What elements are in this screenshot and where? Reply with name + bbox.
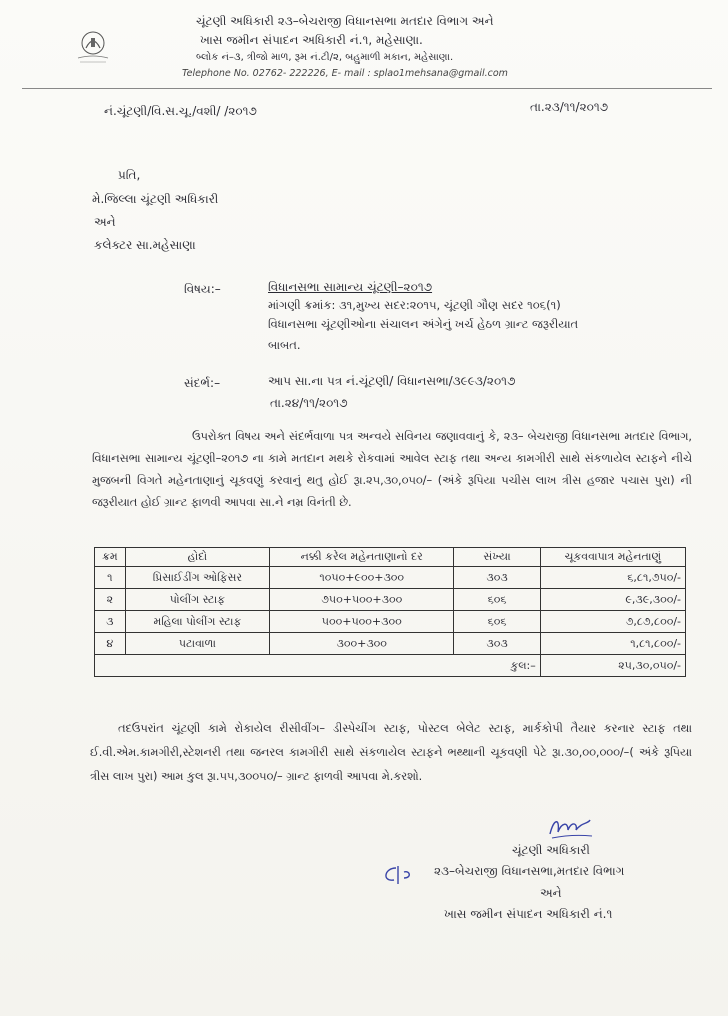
addressee-line-3: અને: [94, 215, 116, 229]
table-row: [95, 633, 686, 655]
signatory-title: ચૂંટણી અધિકારી: [512, 843, 590, 857]
body-paragraph-2: [90, 717, 692, 789]
subject-line-1: વિધાનસભા સામાન્ય ચૂંટણી–૨૦૧૭: [268, 280, 433, 294]
subject-label: વિષય:–: [184, 282, 221, 296]
signatory-line-4: ખાસ જમીન સંપાદન અધિકારી નં.૧: [444, 907, 613, 921]
table-cell: ૧,૮૧,૮૦૦/-: [540, 633, 685, 655]
remuneration-table: [94, 547, 686, 677]
table-cell: પટાવાળા: [125, 633, 269, 655]
table-header-cell: હોદો: [125, 548, 269, 567]
header-line-1: ચૂંટણી અધિકારી ૨૩–બેચરાજી વિધાનસભા મતદાર વિભાગ અને: [196, 14, 494, 28]
table-cell: ૯,૩૯,૩૦૦/-: [540, 589, 685, 611]
header-line-2: ખાસ જમીન સંપાદન અધિકારી નં.૧, મહેસાણા.: [200, 33, 423, 47]
table-total-value: ૨૫,૩૦,૦૫૦/-: [540, 655, 685, 677]
table-cell: ૬,૮૧,૭૫૦/-: [540, 567, 685, 589]
addressee-line-2: મે.જિલ્લા ચૂંટણી અધિકારી: [92, 192, 219, 206]
table-cell: ૫૦૦+૫૦૦+૩૦૦: [270, 611, 454, 633]
table-header-cell: નક્કી કરેલ મહેનતાણાનો દર: [270, 548, 454, 567]
signatory-line-2: ૨૩–બેચરાજી વિધાનસભા,મતદાર વિભાગ: [434, 864, 625, 878]
table-cell: ૬૦૬: [454, 589, 540, 611]
table-row: [95, 611, 686, 633]
table-cell: ૧૦૫૦+૯૦૦+૩૦૦: [270, 567, 454, 589]
body-paragraph-1-text: ઉપરોક્ત વિષય અને સંદર્ભવાળા પત્ર અન્વયે સવિનય જણાવવાનું કે, ૨૩– બેચરાજી વિધાનસભા મતદાર વિભાગ, વિધાનસભા સામાન્ય ચૂંટણી–૨૦૧૭ ના કામે મતદાન મથકે રોકવામાં આવેલ સ્ટાફ તથા અન્ય કામગીરી સાથે સંકળાયેલ સ્ટાફને નીચે મુજબની વિગતે મહેનતાણાનું ચૂકવણું કરવાનું થતુ હોઈ રૂા.૨૫,૩૦,૦૫૦/– (અંકે રૂપિયા પચીસ લાખ ત્રીસ હજાર પચાસ પુરા) ની જરૂરીયાત હોઈ ગ્રાન્ટ ફાળવી આપવા સા.ને નમ્ર વિનંતી છે.: [92, 430, 692, 509]
table-header-cell: સંખ્યા: [454, 548, 540, 567]
table-cell: ૩૦૩: [454, 567, 540, 589]
table-header-cell: ક્રમ: [95, 548, 126, 567]
reference-label: સંદર્ભ:–: [184, 376, 221, 390]
body-paragraph-2-text: તદઉપરાંત ચૂંટણી કામે રોકાયેલ રીસીવીંગ– ડીસ્પેચીંગ સ્ટાફ, પોસ્ટલ બેલેટ સ્ટાફ, માર્કકોપી તૈયાર કરનાર સ્ટાફ તથા ઈ.વી.એમ.કામગીરી,સ્ટેશનરી તથા જનરલ કામગીરી સાથે સંકળાયેલ સ્ટાફને ભથ્થાની ચૂકવણી પેટે રૂા.૩૦,૦૦,૦૦૦/–( અંકે રૂપિયા ત્રીસ લાખ પુરા) આમ કુલ રૂા.૫૫,૩૦૦૫૦/– ગ્રાન્ટ ફાળવી આપવા મે.કરશો.: [90, 722, 692, 783]
header-divider: [22, 88, 712, 89]
addressee-line-4: કલેક્ટર સા.મહેસાણા: [94, 238, 196, 252]
table-cell: ૪: [95, 633, 126, 655]
table-cell: ૩૦૦+૩૦૦: [270, 633, 454, 655]
emblem-logo-icon: [70, 28, 116, 68]
letter-date: તા.૨૩/૧૧/૨૦૧૭: [530, 100, 609, 114]
body-paragraph-1: [92, 426, 692, 514]
table-total-row: [95, 655, 686, 677]
reference-line-1: આપ સા.ના પત્ર નં.ચૂંટણી/ વિધાનસભા/૩૯૯૩/૨૦૧૭: [268, 374, 516, 388]
table-cell: ૩૦૩: [454, 633, 540, 655]
signature-scribble-icon: [546, 812, 596, 842]
addressee-line-1: પ્રતિ,: [118, 168, 141, 182]
table-cell: ૭,૮૭,૮૦૦/-: [540, 611, 685, 633]
table-total-label: કુલ:–: [95, 655, 541, 677]
subject-line-4: બાબત.: [268, 338, 301, 352]
header-address: બ્લોક નં–૩, ત્રીજો માળ, રૂમ નં.ટી/૨, બહુમાળી મકાન, મહેસાણા.: [196, 52, 454, 63]
table-cell: ૨: [95, 589, 126, 611]
table-row: [95, 589, 686, 611]
table-header-cell: ચૂકવવાપાત્ર મહેનતાણું: [540, 548, 685, 567]
table-cell: ૩: [95, 611, 126, 633]
table-cell: મહિલા પોલીંગ સ્ટાફ: [125, 611, 269, 633]
subject-line-3: વિધાનસભા ચૂંટણીઓના સંચાલન અંગેનું ખર્ચ હેઠળ ગ્રાન્ટ જરૂરીયાત: [268, 317, 579, 331]
signatory-line-3: અને: [540, 886, 562, 900]
table-cell: પોલીંગ સ્ટાફ: [125, 589, 269, 611]
table-cell: ૭૫૦+૫૦૦+૩૦૦: [270, 589, 454, 611]
table-cell: ૧: [95, 567, 126, 589]
table-row: [95, 567, 686, 589]
table-cell: ૬૦૬: [454, 611, 540, 633]
table-cell: પ્રિસાઈડીંગ ઓફિસર: [125, 567, 269, 589]
table-header-row: [95, 548, 686, 567]
reference-line-2: તા.૨૪/૧૧/૨૦૧૭: [270, 396, 348, 410]
reference-number: નં.ચૂંટણી/વિ.સ.ચૂ./વશી/ /૨૦૧૭: [104, 104, 257, 118]
subject-line-2: માંગણી ક્રમાંક: ૩૧,મુખ્ય સદર:૨૦૧૫, ચૂંટણી ગૌણ સદર ૧૦૬(૧): [268, 298, 561, 312]
header-contact: Telephone No. 02762- 222226, E- mail : splao1mehsana@gmail.com: [182, 68, 508, 79]
initials-signature-icon: [376, 862, 416, 888]
